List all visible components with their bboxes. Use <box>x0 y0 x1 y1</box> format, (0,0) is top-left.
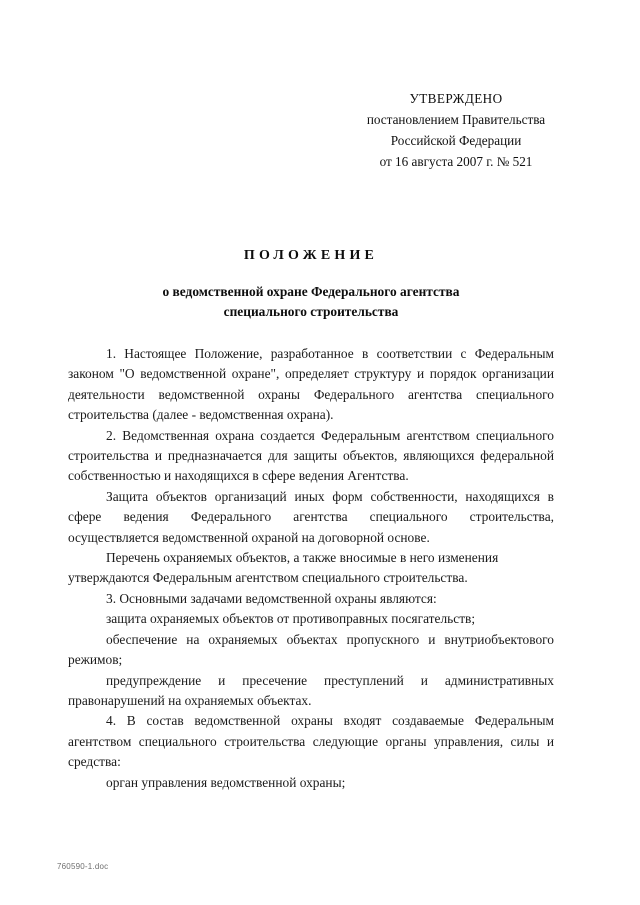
paragraph-4: Перечень охраняемых объектов, а также вносимые в него изменения утверждаются Федеральным агентством специального строительства. <box>68 550 499 586</box>
page-title: ПОЛОЖЕНИЕ <box>243 248 379 263</box>
paragraph-9: 4. В состав ведомственной охраны входят создаваемые Федеральным агентством специального строительства следующие органы управления, силы и средства: <box>68 713 554 770</box>
subtitle-line-2: специального строительства <box>223 303 399 319</box>
paragraph-8: предупреждение и пресечение преступлений и административных правонарушений на охраняемых объектах. <box>68 672 554 708</box>
paragraph-5: 3. Основными задачами ведомственной охраны являются: <box>106 590 437 606</box>
paragraph-6: защита охраняемых объектов от противоправных посягательств; <box>106 611 476 627</box>
paragraph-3: Защита объектов организаций иных форм собственности, находящихся в сфере ведения Федерального агентства специального строительства, осуществляется ведомственной охраной на договорной основе. <box>68 488 554 545</box>
approval-heading: УТВЕРЖДЕНО <box>409 91 503 106</box>
document-body <box>68 344 554 793</box>
subtitle-line-1: о ведомственной охране Федерального агентства <box>162 284 460 299</box>
approval-authority: постановлением Правительства <box>366 112 546 127</box>
approval-state: Российской Федерации <box>390 133 522 148</box>
approval-block <box>338 88 574 172</box>
title-block <box>68 246 554 321</box>
approval-date-number: от 16 августа 2007 г. № 521 <box>379 154 533 169</box>
paragraph-1: 1. Настоящее Положение, разработанное в соответствии с Федеральным законом "О ведомственной охране", определяет структуру и порядок организации деятельности ведомственной охраны Федерального агентства специального строительства (далее - ведомственная охрана). <box>68 346 554 423</box>
paragraph-10: орган управления ведомственной охраны; <box>106 774 346 790</box>
document-subtitle <box>68 282 554 321</box>
paragraph-7: обеспечение на охраняемых объектах пропускного и внутриобъектового режимов; <box>68 631 554 668</box>
paragraph-2: 2. Ведомственная охрана создается Федеральным агентством специального строительства и предназначается для защиты объектов, являющихся федеральной собственностью и находящихся в сфере ведения Агентства. <box>68 427 554 484</box>
footer-file-label: 760590-1.doc <box>57 862 109 871</box>
